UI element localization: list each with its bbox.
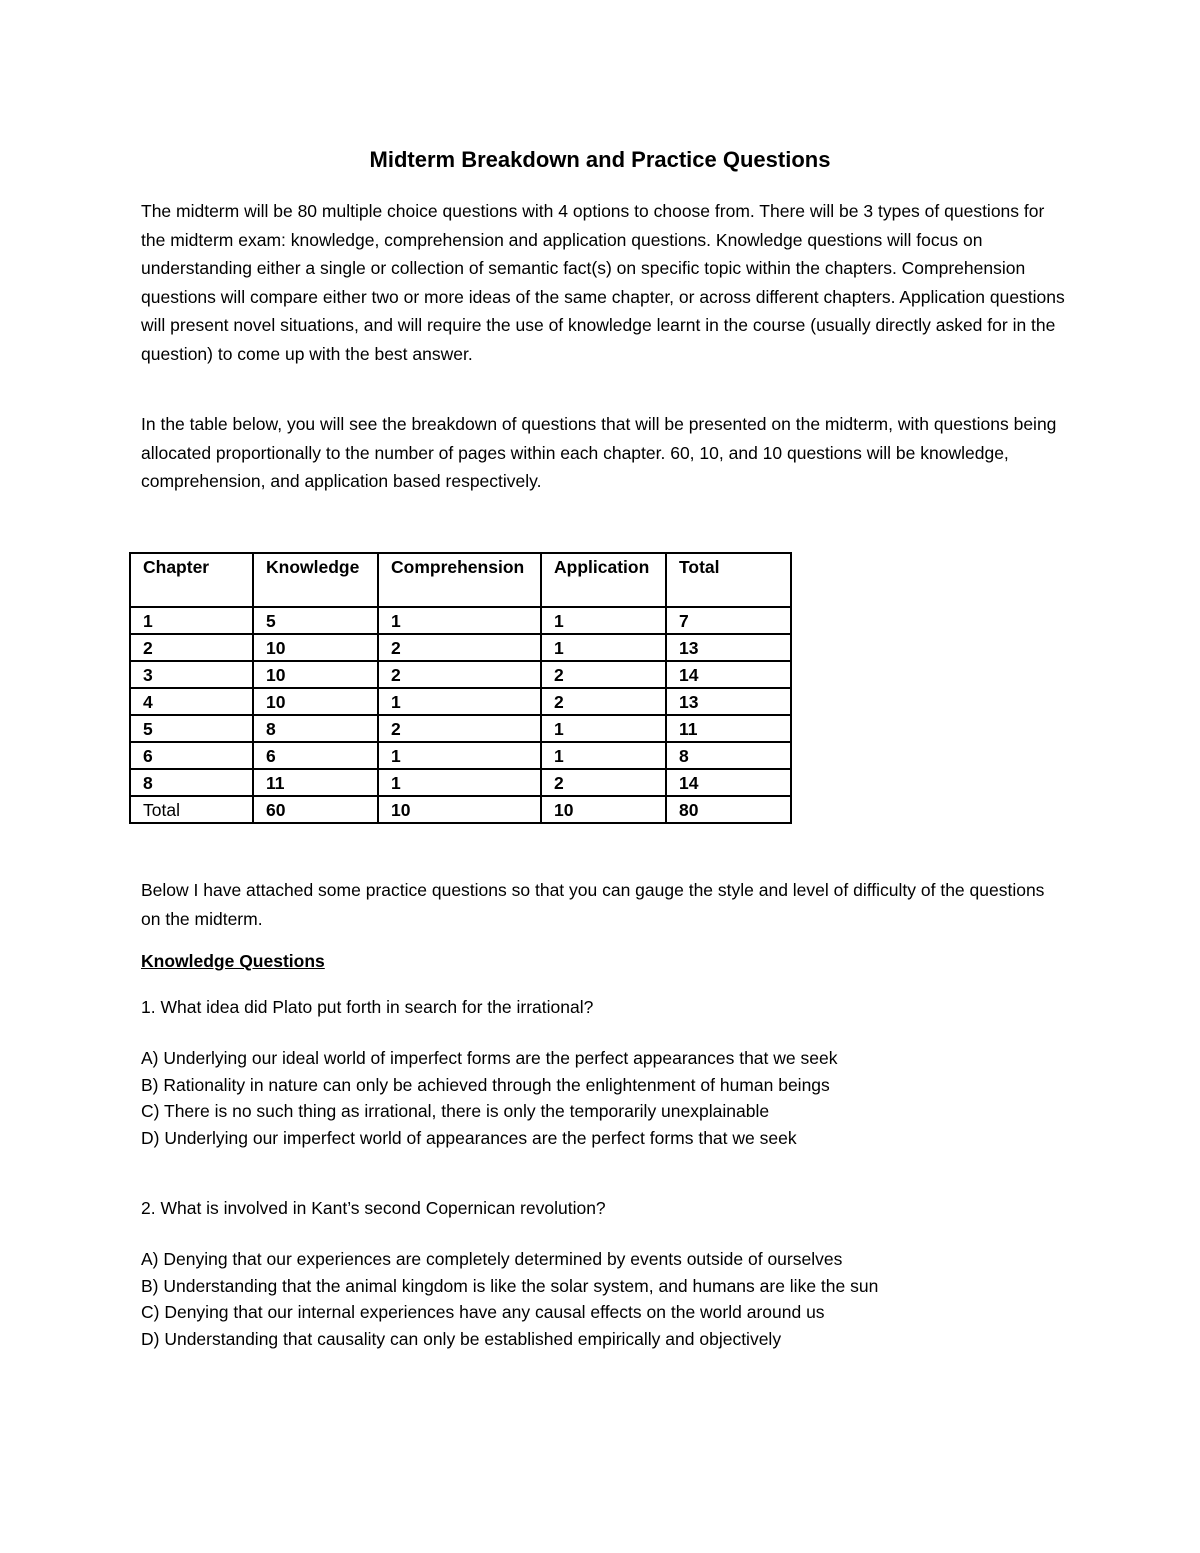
table-cell: 8 — [253, 715, 378, 742]
answer-options — [141, 1246, 878, 1352]
answer-option: B) Rationality in nature can only be achieved through the enlightenment of human beings — [141, 1074, 830, 1095]
answer-option: D) Understanding that causality can only be established empirically and objectively — [141, 1328, 782, 1349]
table-cell: 3 — [130, 661, 253, 688]
table-cell: 2 — [378, 634, 541, 661]
table-cell: 1 — [541, 607, 666, 634]
table-cell: 10 — [378, 796, 541, 823]
answer-option: A) Underlying our ideal world of imperfect forms are the perfect appearances that we seek — [141, 1048, 838, 1068]
table-row — [130, 634, 791, 661]
section-heading: Knowledge Questions — [141, 951, 325, 971]
table-cell: 2 — [378, 715, 541, 742]
table-cell: Total — [130, 796, 253, 823]
table-row — [130, 607, 791, 634]
table-intro-paragraph: In the table below, you will see the breakdown of questions that will be presented on the midterm, with questions being allocated proportionally to the number of pages within each chapter. 60, 10, and 10 questions will be knowledge, comprehension, and application based respectively. — [141, 414, 1057, 491]
table-header-row — [130, 553, 791, 607]
table-cell: 10 — [541, 796, 666, 823]
table-header-cell: Knowledge — [253, 553, 378, 607]
table-cell: 11 — [666, 715, 791, 742]
table-header-cell: Comprehension — [378, 553, 541, 607]
answer-option: D) Underlying our imperfect world of appearances are the perfect forms that we seek — [141, 1127, 797, 1148]
table-cell: 8 — [666, 742, 791, 769]
table-cell: 1 — [378, 769, 541, 796]
answer-option: B) Understanding that the animal kingdom is like the solar system, and humans are like the sun — [141, 1275, 879, 1296]
table-cell: 2 — [541, 688, 666, 715]
table-cell: 1 — [130, 607, 253, 634]
table-cell: 6 — [253, 742, 378, 769]
question-text: 2. What is involved in Kant’s second Copernican revolution? — [141, 1198, 606, 1218]
table-cell: 5 — [130, 715, 253, 742]
table-row — [130, 661, 791, 688]
table-cell: 5 — [253, 607, 378, 634]
table-cell: 10 — [253, 688, 378, 715]
question-text: 1. What idea did Plato put forth in search for the irrational? — [141, 997, 594, 1017]
table-cell: 1 — [541, 715, 666, 742]
table-cell: 10 — [253, 661, 378, 688]
table-cell: 1 — [541, 634, 666, 661]
table-total-row — [130, 796, 791, 823]
table-header-cell: Chapter — [130, 553, 253, 607]
breakdown-table — [129, 552, 792, 824]
table-cell: 2 — [541, 661, 666, 688]
table-cell: 8 — [130, 769, 253, 796]
table-cell: 6 — [130, 742, 253, 769]
table-cell: 10 — [253, 634, 378, 661]
answer-option: A) Denying that our experiences are completely determined by events outside of ourselves — [141, 1249, 843, 1269]
table-header-cell: Total — [666, 553, 791, 607]
table-cell: 2 — [541, 769, 666, 796]
page-title: Midterm Breakdown and Practice Questions — [369, 147, 831, 172]
table-row — [130, 742, 791, 769]
table-row — [130, 715, 791, 742]
table-cell: 4 — [130, 688, 253, 715]
table-cell: 60 — [253, 796, 378, 823]
table-cell: 1 — [378, 742, 541, 769]
table-cell: 7 — [666, 607, 791, 634]
table-cell: 80 — [666, 796, 791, 823]
table-header-cell: Application — [541, 553, 666, 607]
intro-paragraph: The midterm will be 80 multiple choice questions with 4 options to choose from. There will be 3 types of questions for the midterm exam: knowledge, comprehension and application questions. Knowledge questions will focus on understanding either a single or collection of semantic fact(s) on specific topic within the chapters. Comprehension questions will compare either two or more ideas of the same chapter, or across different chapters. Application questions will present novel situations, and will require the use of knowledge learnt in the course (usually directly asked for in the question) to come up with the best answer. — [141, 201, 1065, 364]
table-row — [130, 688, 791, 715]
table-row — [130, 769, 791, 796]
table-cell: 2 — [130, 634, 253, 661]
answer-option: C) Denying that our internal experiences have any causal effects on the world around us — [141, 1302, 825, 1322]
table-cell: 1 — [378, 607, 541, 634]
table-cell: 14 — [666, 661, 791, 688]
table-cell: 1 — [541, 742, 666, 769]
table-cell: 2 — [378, 661, 541, 688]
table-cell: 11 — [253, 769, 378, 796]
answer-option: C) There is no such thing as irrational, there is only the temporarily unexplainable — [141, 1101, 770, 1121]
table-cell: 13 — [666, 634, 791, 661]
table-cell: 13 — [666, 688, 791, 715]
table-cell: 1 — [378, 688, 541, 715]
practice-intro-paragraph: Below I have attached some practice questions so that you can gauge the style and level of difficulty of the questions on the midterm. — [141, 880, 1045, 929]
table-cell: 14 — [666, 769, 791, 796]
answer-options — [141, 1045, 837, 1151]
